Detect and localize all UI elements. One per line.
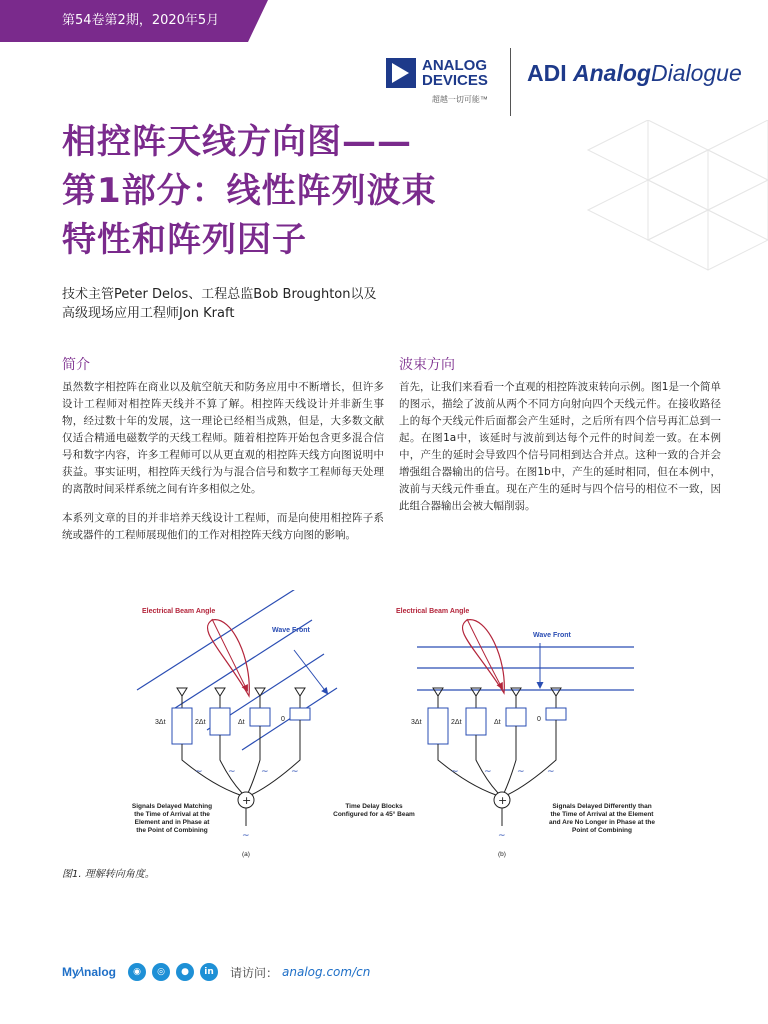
title-line1: 相控阵天线方向图—— bbox=[62, 122, 412, 162]
delay-label: 3Δt bbox=[155, 719, 166, 726]
footer bbox=[62, 963, 370, 981]
svg-text:~: ~ bbox=[261, 767, 269, 777]
diagram-b bbox=[396, 608, 655, 858]
combiner-symbol-a: + bbox=[242, 794, 252, 807]
svg-text:the Point of Combining: the Point of Combining bbox=[136, 827, 208, 834]
antenna-elements-b bbox=[433, 688, 561, 708]
steering-paragraph-1: 首先，让我们来看看一个直观的相控阵波束转向示例。图1是一个简单的图示，描绘了波前从两个不同方向射向四个天线元件。在接收路径上的每个天线元件后面都会产生延时，之后所有四个信号再汇总到一起。在图1a中，该延时与波前到达每个元件的时间差一致。在本例中，产生的延时会导致四个信号同相到达合并点。这种一致的合并会增强组合器输出的信号。在图1b中，产生的延时相同，但在本例中，波前与天线元件垂直。现在产生的延时与四个信号的相位不一致，因此组合器输出会被大幅削弱。 bbox=[399, 381, 721, 512]
note-b bbox=[549, 803, 655, 834]
intro-paragraph-1: 虽然数字相控阵在商业以及航空航天和防务应用中不断增长，但许多设计工程师对相控阵天线并不算了解。相控阵天线设计并非新生事物，经过数十年的发展，这一理论已经相当成熟，但是，大多数文献仅适合精通电磁数学的天线工程师。随着相控阵开始包含更多混合信号和数字内容，许多工程师可以从更直观的相控阵天线方向图说明中获益。事实证明，相控阵天线行为与混合信号和数字工程师每天处理的离散时间采样系统之间有许多相似之处。 bbox=[62, 381, 384, 495]
beam-pointer-b bbox=[467, 619, 502, 688]
wavefront-lines-b bbox=[417, 647, 634, 690]
wave-front-label-b: Wave Front bbox=[533, 632, 571, 639]
wave-front-label-a: Wave Front bbox=[272, 627, 310, 634]
beam-angle-label-a: Electrical Beam Angle bbox=[142, 608, 216, 615]
beam-pointer-a bbox=[212, 619, 247, 690]
intro-heading: 简介 bbox=[62, 357, 90, 373]
svg-text:and Are No Longer in Phase at: and Are No Longer in Phase at the bbox=[549, 819, 655, 826]
note-a bbox=[132, 803, 212, 834]
delay-label: Δt bbox=[238, 719, 245, 726]
beam-lobe-b bbox=[462, 620, 504, 693]
delay-label: 2Δt bbox=[451, 719, 462, 726]
steering-column bbox=[399, 355, 721, 527]
diagram-a bbox=[132, 590, 337, 858]
antenna-elements-a bbox=[177, 688, 305, 708]
share-icon[interactable]: ● bbox=[176, 963, 194, 981]
decorative-triangle-pattern bbox=[528, 120, 768, 300]
svg-text:~: ~ bbox=[242, 831, 250, 841]
myanalog-link[interactable]: My∕\nalog bbox=[62, 965, 117, 979]
authors-line1: 技术主管Peter Delos、工程总监Bob Broughton以及 bbox=[62, 287, 377, 302]
svg-text:Configured for a 45° Beam: Configured for a 45° Beam bbox=[333, 811, 415, 818]
article-title bbox=[62, 118, 532, 265]
issue-banner: 第54卷第2期，2020年5月 bbox=[0, 0, 248, 42]
combiner-symbol-b: + bbox=[498, 794, 508, 807]
website-link[interactable]: analog.com/cn bbox=[282, 965, 371, 979]
dialogue-adi: ADI bbox=[527, 60, 567, 86]
dialogue-word: Dialogue bbox=[650, 60, 742, 86]
svg-text:Signals Delayed Differently th: Signals Delayed Differently than bbox=[552, 803, 652, 810]
analog-devices-logo[interactable] bbox=[386, 58, 488, 107]
dialogue-analog: Analog bbox=[573, 60, 651, 86]
delay-label: 0 bbox=[537, 716, 541, 723]
svg-text:~: ~ bbox=[498, 831, 506, 841]
beam-angle-label-b: Electrical Beam Angle bbox=[396, 608, 470, 615]
linkedin-icon[interactable]: in bbox=[200, 963, 218, 981]
wechat-icon[interactable]: ◉ bbox=[128, 963, 146, 981]
title-line3: 特性和阵列因子 bbox=[62, 220, 307, 260]
svg-text:Point of Combining: Point of Combining bbox=[572, 827, 632, 834]
weibo-icon[interactable]: ◎ bbox=[152, 963, 170, 981]
wave-arrow-a bbox=[294, 650, 327, 693]
svg-text:~: ~ bbox=[547, 767, 555, 777]
svg-text:~: ~ bbox=[228, 767, 236, 777]
svg-text:~: ~ bbox=[451, 767, 459, 777]
label-b: (b) bbox=[498, 851, 506, 858]
intro-paragraph-2: 本系列文章的目的并非培养天线设计工程师，而是向使用相控阵子系统或器件的工程师展现他们的工作对相控阵天线方向图的影响。 bbox=[62, 512, 384, 541]
svg-text:~: ~ bbox=[484, 767, 492, 777]
steering-heading: 波束方向 bbox=[399, 357, 455, 373]
logo-tagline: 超越一切可能™ bbox=[431, 95, 488, 104]
figure-1-diagram bbox=[62, 590, 682, 860]
svg-text:the Time of Arrival at the: the Time of Arrival at the bbox=[134, 811, 210, 818]
visit-label: 请访问： bbox=[230, 965, 279, 980]
delay-label: 0 bbox=[281, 716, 285, 723]
logo-line1: ANALOG bbox=[422, 57, 487, 74]
delay-label: 3Δt bbox=[411, 719, 422, 726]
authors bbox=[62, 285, 377, 323]
svg-text:Signals Delayed Matching: Signals Delayed Matching bbox=[131, 803, 213, 810]
title-line2: 第1部分：线性阵列波束 bbox=[62, 171, 437, 211]
delay-label: Δt bbox=[494, 719, 501, 726]
delay-blocks-b bbox=[428, 708, 566, 744]
note-middle bbox=[333, 803, 415, 818]
svg-text:the Time of Arrival at the Ele: the Time of Arrival at the Element bbox=[550, 811, 654, 818]
delay-label: 2Δt bbox=[195, 719, 206, 726]
svg-text:Time Delay Blocks: Time Delay Blocks bbox=[345, 803, 403, 810]
intro-column bbox=[62, 355, 384, 556]
logo-line2: DEVICES bbox=[422, 72, 488, 89]
svg-text:~: ~ bbox=[291, 767, 299, 777]
analog-dialogue-logo[interactable] bbox=[527, 60, 742, 87]
adi-triangle-icon bbox=[386, 58, 416, 88]
svg-text:~: ~ bbox=[195, 767, 203, 777]
svg-text:Element and in Phase at: Element and in Phase at bbox=[134, 819, 210, 826]
logo-divider bbox=[510, 48, 511, 116]
svg-text:~: ~ bbox=[517, 767, 525, 777]
label-a: (a) bbox=[242, 851, 250, 858]
figure-caption: 图1. 理解转向角度。 bbox=[62, 869, 155, 880]
authors-line2: 高级现场应用工程师Jon Kraft bbox=[62, 306, 235, 321]
delay-blocks-a bbox=[172, 708, 310, 744]
